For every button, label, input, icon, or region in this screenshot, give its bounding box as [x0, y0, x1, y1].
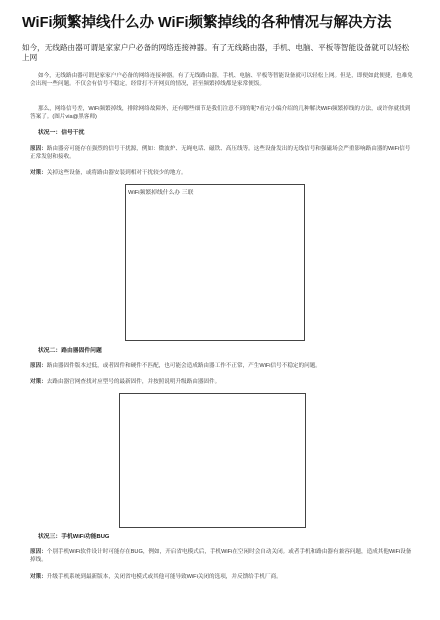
figure-image-2: [119, 393, 306, 528]
section-1-cause: [30, 145, 414, 161]
section-2-heading: 状况二：路由器固件问题: [38, 348, 102, 354]
section-3-cause-label: 原因：: [30, 549, 47, 555]
figure-1-caption: WiFi频繁掉线什么办 三联: [128, 190, 194, 196]
section-1-cause-text: 路由器旁可能存在强烈的信号干扰源，例如：微波炉、无绳电话、磁铁、高压线等。这些设备发出的无线信号和强磁场会严重影响路由器的WiFi信号正常发射和接收。: [30, 146, 411, 160]
section-1-heading: 状况一：信号干扰: [38, 130, 85, 136]
section-1-fix: [30, 169, 414, 177]
document-title: WiFi频繁掉线什么办 WiFi频繁掉线的各种情况与解决方法: [22, 15, 392, 31]
section-2-cause: [30, 362, 414, 370]
intro-paragraph-1: 如今，无线路由器可谓是家家户户必备的网络连接神器。有了无线路由器，手机、电脑、平板等智能设备就可以轻松上网。但是，即便如此便捷，也难免会出现一些问题。不仅会有信号不稳定，经常打不开网页的情况，甚至频繁掉线都是家常便饭。: [30, 73, 413, 87]
section-1-fix-label: 对策：: [30, 170, 47, 176]
section-3-fix-text: 升级手机系统到最新版本，关闭省电模式或其他可能导致WiFi关闭的选项，并反馈给手机厂商。: [46, 574, 282, 580]
section-3-fix-label: 对策：: [30, 574, 47, 580]
section-3-fix: [30, 573, 414, 581]
lead-paragraph: 如今，无线路由器可谓是家家户户必备的网络连接神器。有了无线路由器，手机、电脑、平板等智能设备就可以轻松上网: [22, 43, 410, 62]
section-2-cause-text: 路由器固件版本过低，或者固件和硬件不匹配，也可能会造成路由器工作不正常，产生WiFi信号不稳定的问题。: [46, 363, 321, 369]
figure-image-1: [125, 184, 305, 341]
section-3-heading: 状况三：手机WiFi功能BUG: [38, 534, 110, 540]
section-3-cause: [30, 548, 414, 564]
section-2-fix: [30, 378, 414, 386]
section-1-cause-label: 原因：: [30, 146, 47, 152]
section-2-cause-label: 原因：: [30, 363, 47, 369]
section-3-cause-text: 个别手机WiFi软件设计时可能存在BUG，例如，开启省电模式后，手机WiFi在空闲时会自动关闭。或者手机和路由器有兼容问题，造成其他WiFi设备掉线。: [30, 549, 412, 563]
section-1-fix-text: 关掉这些设备，或将路由器安装到相对干扰较少的地方。: [46, 170, 187, 176]
section-2-fix-text: 去路由器官网查找对应型号的最新固件，并按照说明升级路由器固件。: [46, 379, 221, 385]
section-2-fix-label: 对策：: [30, 379, 47, 385]
intro-paragraph-2: 那么，网络信号差，WiFi频繁掉线，排除网络故障外，还有哪些细节是我们注意不到的呢?看完小编介绍的几种解决WiFi频繁掉线的方法，或许你就找到答案了。(图片via@黑客师): [30, 106, 411, 120]
